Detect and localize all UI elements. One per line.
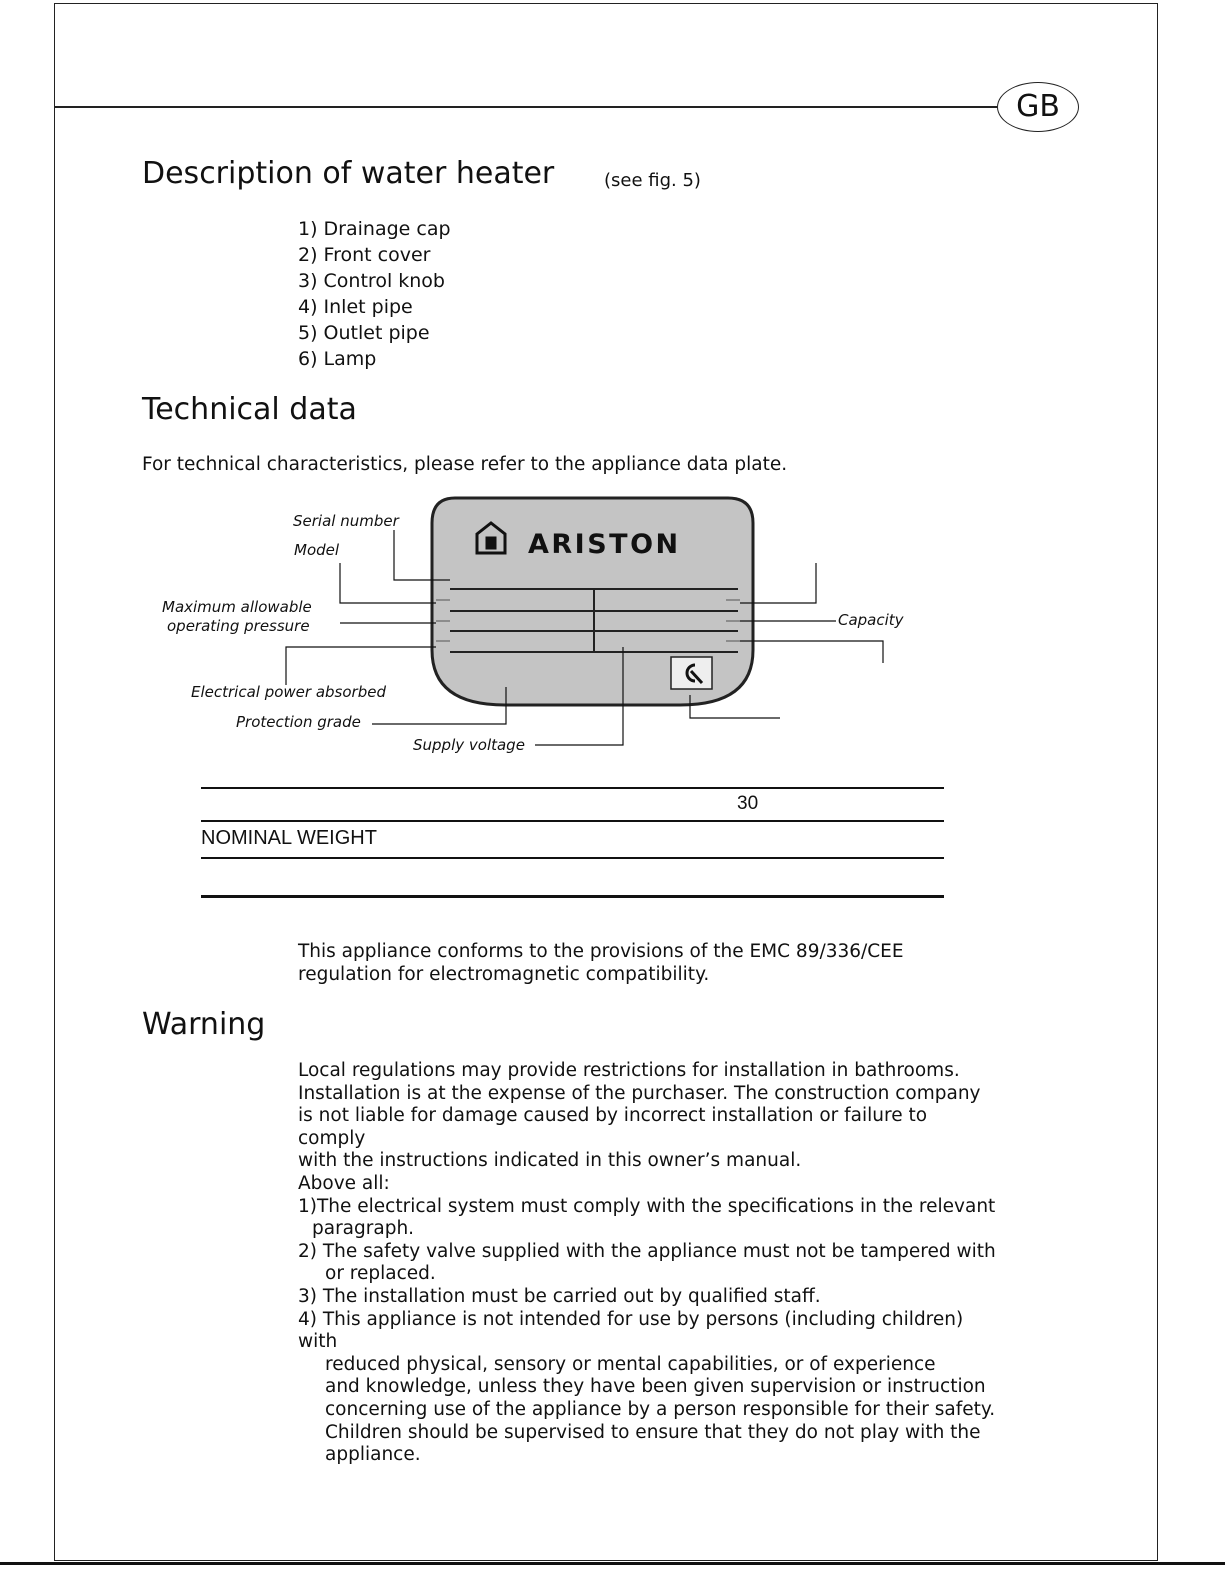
warning-line: and knowledge, unless they have been given supervision or instruction [325,1376,986,1398]
quality-cert-icon [671,657,712,689]
warning-line: reduced physical, sensory or mental capabilities, or of experience [325,1353,936,1375]
brand-wordmark: ARISTON [528,529,681,560]
conformity-statement: This appliance conforms to the provisions of the EMC 89/336/CEE regulation for electromagnetic compatibility. [298,941,904,985]
warning-text [298,1060,998,1467]
label-max-pressure-line2: operating pressure [167,617,310,635]
warning-line: Installation is at the expense of the purchaser. The construction company [298,1082,981,1104]
warning-line: 2) The safety valve supplied with the appliance must not be tampered with [298,1240,996,1262]
list-item: 4) Inlet pipe [298,296,413,318]
warning-line: Children should be supervised to ensure that they do not play with the [325,1421,981,1443]
technical-intro: For technical characteristics, please refer to the appliance data plate. [142,454,788,475]
warning-line: concerning use of the appliance by a person responsible for their safety. [325,1398,996,1420]
warning-line: paragraph. [312,1218,415,1240]
language-badge: GB [997,82,1079,132]
label-supply-voltage: Supply voltage [413,736,525,754]
list-item: 5) Outlet pipe [298,322,430,344]
capacity-value: 30 [737,793,759,814]
list-item: 3) Control knob [298,270,445,292]
label-model: Model [294,541,340,559]
warning-line: or replaced. [325,1263,436,1285]
warning-line: is not liable for damage caused by incorrect installation or failure to comply [298,1105,928,1149]
label-protection-grade: Protection grade [236,713,361,731]
label-max-pressure-line1: Maximum allowable [162,598,312,616]
label-capacity: Capacity [838,611,904,629]
warning-line: appliance. [325,1444,421,1466]
warning-title: Warning [142,1007,266,1042]
page-bottom-rule [0,1562,1225,1565]
brand-wordmark-svg [528,529,681,560]
warning-line: with the instructions indicated in this owner’s manual. [298,1150,802,1172]
list-item: 6) Lamp [298,348,377,370]
warning-line: Above all: [298,1172,390,1194]
warning-line: Local regulations may provide restrictions for installation in bathrooms. [298,1060,960,1081]
warning-line: 3) The installation must be carried out by qualified staff. [298,1285,821,1307]
warning-line: 1)The electrical system must comply with the specifications in the relevant [298,1195,996,1217]
list-item: 1) Drainage cap [298,218,451,240]
nominal-weight-label: NOMINAL WEIGHT [201,827,377,849]
header-rule [54,106,997,108]
label-electrical-power: Electrical power absorbed [191,683,386,701]
label-serial-number: Serial number [293,512,399,530]
description-title: Description of water heater [142,156,555,191]
technical-data-title: Technical data [142,392,357,427]
table-rule [201,820,944,822]
parts-list [298,216,451,372]
table-rule [201,857,944,859]
table-rule [201,787,944,789]
data-plate-diagram [150,490,950,770]
table-rule [201,895,944,898]
see-figure-note: (see fig. 5) [604,170,701,191]
list-item: 2) Front cover [298,244,431,266]
warning-line: 4) This appliance is not intended for use by persons (including children) with [298,1308,964,1353]
